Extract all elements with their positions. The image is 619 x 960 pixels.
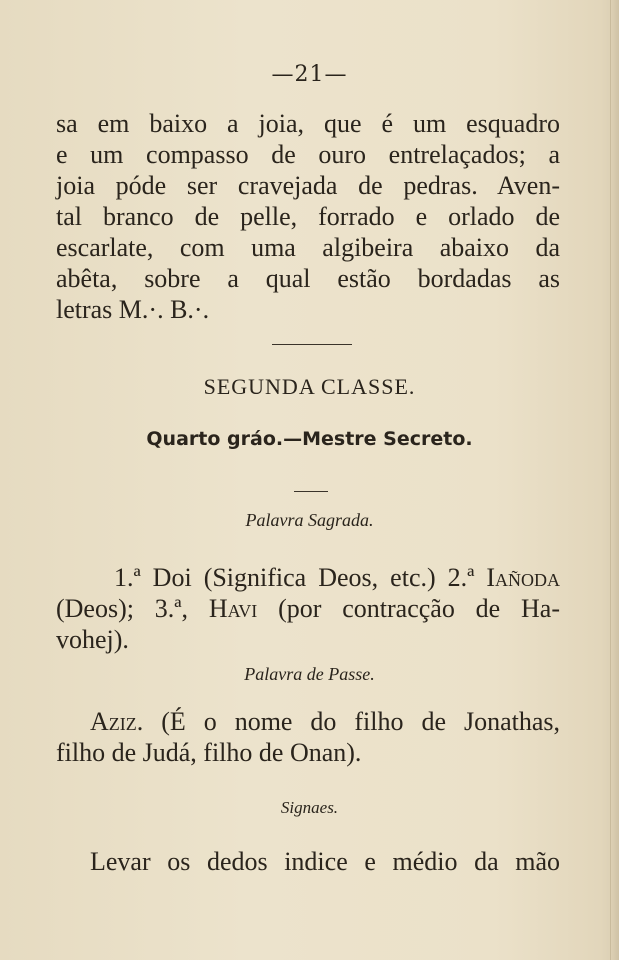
text-line: filho de Judá, filho de Onan). (56, 738, 362, 767)
text-line: escarlate, com uma algibeira abaixo da (56, 233, 560, 262)
small-caps-word: Iañoda (486, 563, 560, 592)
page-number: —21— (271, 62, 348, 87)
text-line: abêta, sobre a qual estão bordadas as (56, 264, 560, 293)
signs-paragraph (56, 846, 560, 877)
text-line: sa em baixo a joia, que é um esquadro (56, 109, 560, 138)
pass-word-paragraph (56, 706, 560, 768)
text-line (56, 562, 560, 593)
text-fragment: . (É o nome do filho de Jonathas, (136, 707, 560, 736)
text-line: letras M.·. B.·. (56, 295, 210, 324)
text-line: vohej). (56, 625, 129, 654)
pass-word-heading: Palavra de Passe. (244, 664, 375, 684)
short-divider (294, 491, 328, 492)
text-line: joia póde ser cravejada de pedras. Aven- (56, 171, 560, 200)
sacred-word-paragraph (56, 562, 560, 655)
intro-paragraph (56, 108, 560, 325)
text-line (56, 593, 560, 624)
sacred-word-heading: Palavra Sagrada. (245, 510, 374, 530)
text-line: e um compasso de ouro entrelaçados; a (56, 140, 560, 169)
text-fragment: 1.ª Doi (Significa Deos, etc.) 2.ª (114, 563, 487, 592)
text-line: Levar os dedos indice e médio da mão (90, 847, 560, 876)
small-caps-word: Havi (208, 594, 258, 623)
class-title: SEGUNDA CLASSE. (203, 374, 416, 399)
text-fragment: (por contracção de Ha- (257, 594, 560, 623)
degree-title: Quarto gráo.—Mestre Secreto. (146, 428, 473, 450)
text-line (56, 706, 560, 737)
text-line: tal branco de pelle, forrado e orlado de (56, 202, 560, 231)
signs-heading: Signaes. (280, 798, 339, 817)
divider-rule (272, 344, 352, 345)
small-caps-word: Aziz (90, 707, 137, 736)
text-fragment: (Deos); 3.ª, (56, 594, 209, 623)
